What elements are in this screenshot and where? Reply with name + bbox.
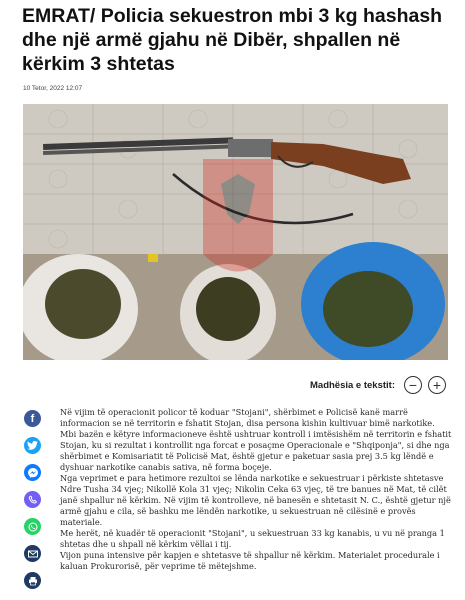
whatsapp-icon (28, 522, 38, 532)
viber-icon (28, 495, 38, 505)
article-photo (23, 104, 448, 360)
share-bar (24, 410, 42, 599)
decrease-text-size-button[interactable] (404, 376, 422, 394)
minus-icon: − (408, 377, 418, 393)
article-paragraph: Me herët, në kuadër të operacionit "Stojani", u sekuestruan 33 kg kanabis, u vu në pranga 1 shtetas dhe u shpall në kërkim vëllai i tij. (60, 528, 445, 549)
article-date: 10 Tetor, 2022 12:07 (23, 85, 83, 92)
share-print-button[interactable] (24, 572, 41, 589)
photo-illustration (23, 104, 448, 360)
article-body (60, 407, 455, 572)
print-icon (28, 576, 38, 586)
text-size-label: Madhësia e tekstit: (310, 379, 395, 391)
article-paragraph: Mbi bazën e këtyre informacioneve është ushtruar kontroll i imtësishëm në territorin e fshatit Stojan, ku si rezultat i kontrollit nga forcat e posaçme Operacionale e "Shqiponja", si dhe nga shërbimet e Komisariatit të Policisë Mat, është gjetur e paketuar sasia prej 3.5 kg lëndë e dyshuar narkotike canabis sativa, në forma boçeje. (60, 429, 452, 472)
share-twitter-button[interactable] (24, 437, 41, 454)
text-size-control (310, 375, 446, 395)
twitter-icon (27, 441, 38, 450)
police-eagle-watermark-icon (203, 159, 273, 272)
share-messenger-button[interactable] (24, 464, 41, 481)
increase-text-size-button[interactable] (428, 376, 446, 394)
article-paragraph: Në vijim të operacionit policor të koduar "Stojani", shërbimet e Policisë kanë marrë informacion se në territorin e fshatit Stojan, disa persona kishin kultivuar bimë narkotike. (60, 407, 435, 428)
article-paragraph: Nga veprimet e para hetimore rezultoi se lënda narkotike e sekuestruar i përkiste shtetasve Ndre Tusha 34 vjeç; Nikollë Kola 31 vjeç; Nikolin Ceka 63 vjeç, të tre banues në Mat, të cilët janë shpallur në kërkim. Në vijim të kontrolleve, në banesën e shtetasit N. C., është gjetur një armë gjahu e cila, së bashku me lëndën narkotike, u sekuestruan në cilësinë e provës materiale. (60, 473, 451, 527)
share-facebook-button[interactable] (24, 410, 41, 427)
plus-icon: + (432, 377, 442, 393)
email-icon (28, 550, 38, 558)
facebook-icon: f (30, 412, 35, 425)
messenger-icon (28, 468, 38, 478)
article-paragraph: Vijon puna intensive për kapjen e shtetasve të shpallur në kërkim. Materialet procedurale i kaluan Prokurorisë, për veprime të mëtejshme. (60, 550, 440, 571)
share-email-button[interactable] (24, 545, 41, 562)
article-headline: EMRAT/ Policia sekuestron mbi 3 kg hashash dhe një armë gjahu në Dibër, shpallen në kërkim 3 shtetas (22, 5, 443, 75)
share-viber-button[interactable] (24, 491, 41, 508)
share-whatsapp-button[interactable] (24, 518, 41, 535)
